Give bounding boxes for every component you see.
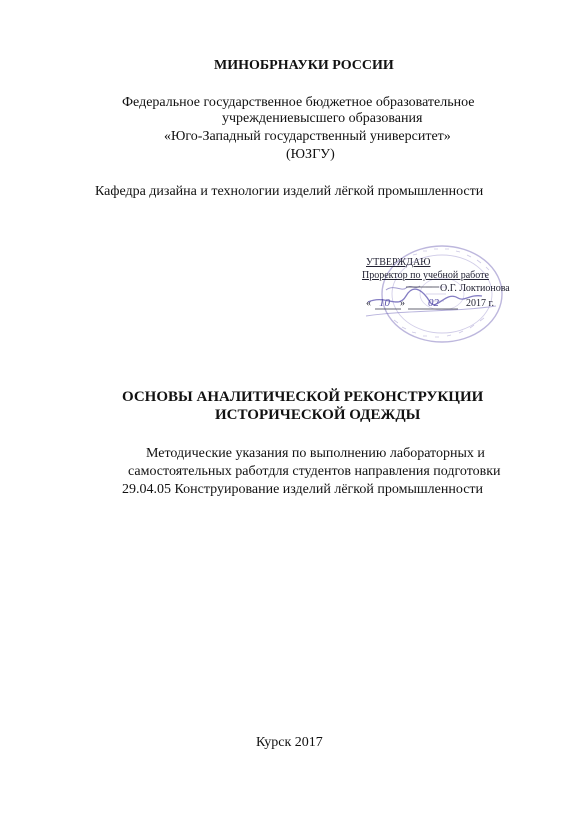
approval-date-day: 10 bbox=[379, 297, 390, 309]
approval-date-close-quote: » bbox=[400, 298, 405, 309]
approval-heading: УТВЕРЖДАЮ bbox=[366, 257, 431, 268]
approval-date-open-quote: « bbox=[366, 298, 371, 309]
institution-abbreviation: (ЮЗГУ) bbox=[286, 147, 335, 162]
approval-signatory-name: О.Г. Локтионова bbox=[440, 283, 510, 294]
approval-date-month: 02 bbox=[428, 297, 439, 309]
approval-position: Проректор по учебной работе bbox=[362, 270, 489, 281]
approval-stamp-block bbox=[346, 232, 524, 350]
subtitle-line-3: 29.04.05 Конструирование изделий лёгкой промышленности bbox=[122, 482, 484, 497]
institution-line-2: учреждениевысшего образования bbox=[222, 111, 423, 126]
document-title-line-2: ИСТОРИЧЕСКОЙ ОДЕЖДЫ bbox=[215, 407, 421, 423]
city-year: Курск 2017 bbox=[256, 735, 323, 750]
institution-line-3: «Юго-Западный государственный университет» bbox=[164, 129, 451, 144]
approval-date-year: 2017 г. bbox=[466, 298, 494, 309]
subtitle-line-1: Методические указания по выполнению лабораторных и bbox=[146, 446, 485, 461]
document-title-line-1: ОСНОВЫ АНАЛИТИЧЕСКОЙ РЕКОНСТРУКЦИИ bbox=[122, 389, 484, 405]
department-name: Кафедра дизайна и технологии изделий лёгкой промышленности bbox=[95, 184, 484, 199]
ministry-name: МИНОБРНАУКИ РОССИИ bbox=[214, 58, 394, 73]
subtitle-line-2: самостоятельных работдля студентов направления подготовки bbox=[128, 464, 501, 479]
institution-line-1: Федеральное государственное бюджетное образовательное bbox=[122, 95, 475, 110]
